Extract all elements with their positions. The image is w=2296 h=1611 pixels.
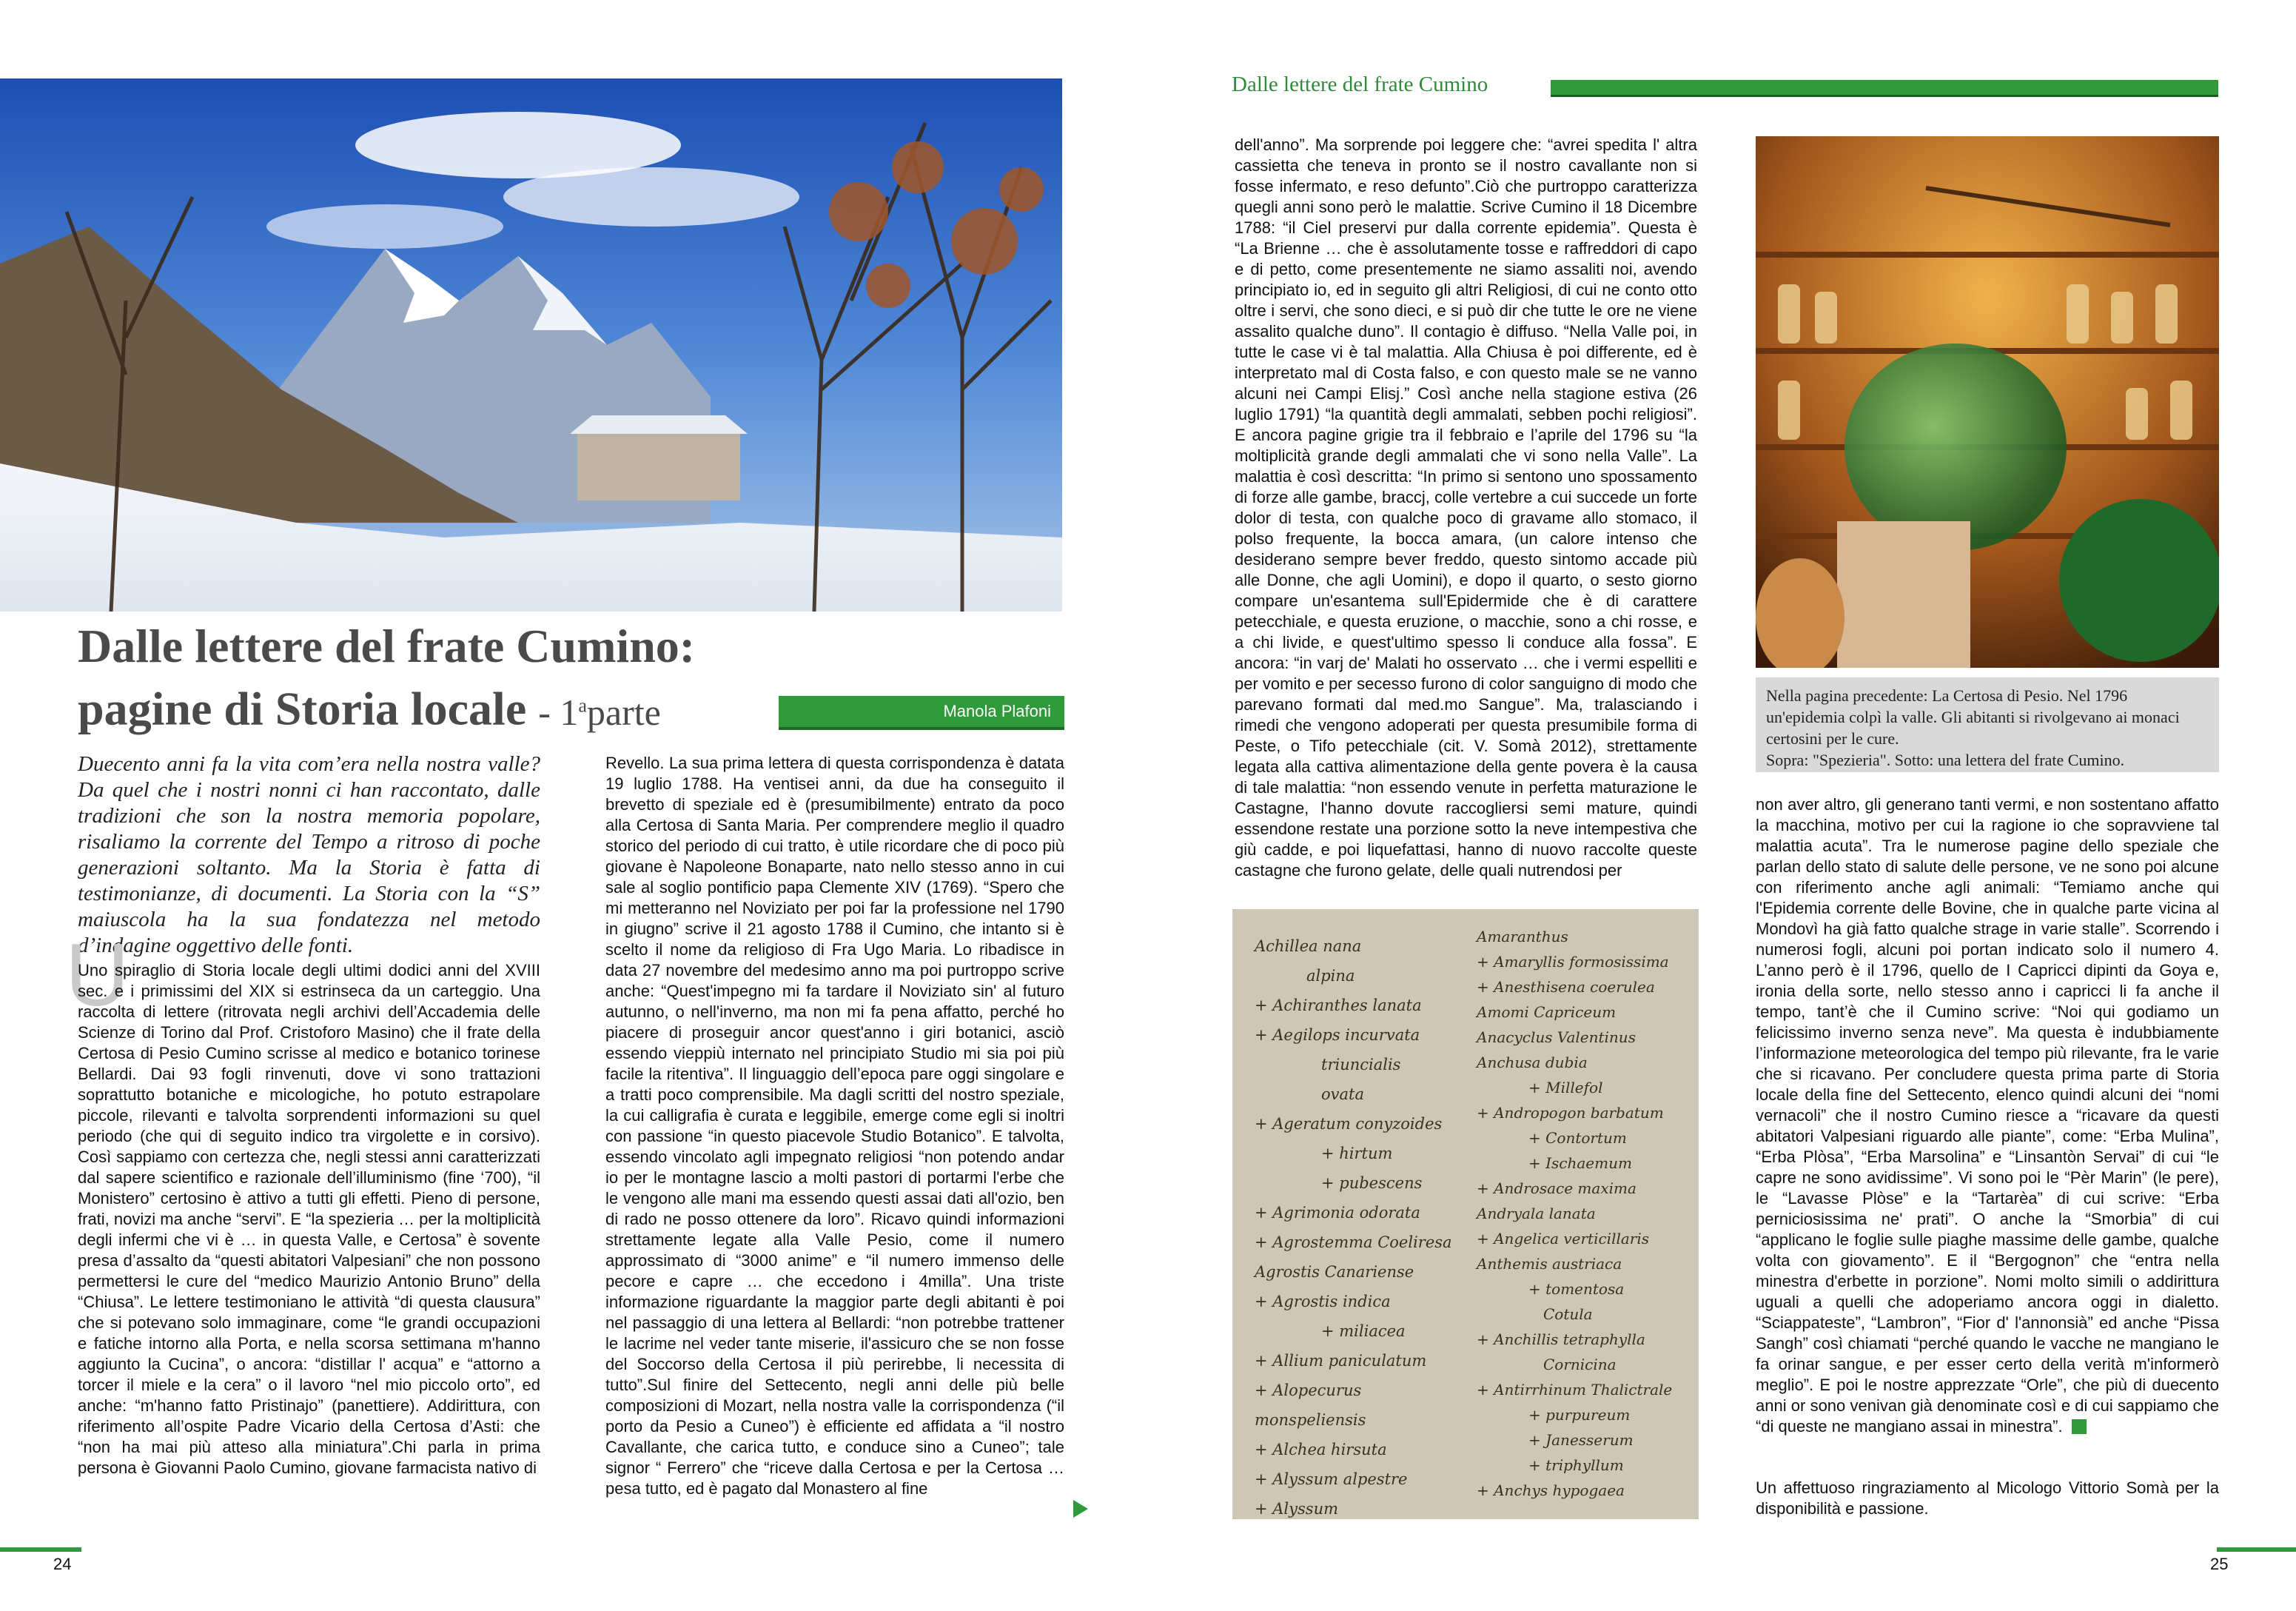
spezieria-photo	[1756, 136, 2219, 668]
drop-cap: U	[65, 925, 130, 1025]
article-intro: Duecento anni fa la vita com’era nella nostra valle? Da quel che i nostri nonni ci han raccontato, dalle tradizioni che son la nostra memoria popolare, risaliamo la corrente del Tempo a ritroso di poche generazioni soltanto. Ma la Storia è fatta di testimonianze, di documenti. La Storia con la “S” maiuscola ha la sua fondatezza nel metodo d’indagine oggettivo delle fonti.	[78, 752, 540, 957]
page-number-right: 25	[2210, 1555, 2229, 1573]
continue-arrow-icon	[1073, 1500, 1088, 1518]
article-title-main: pagine di Storia locale	[78, 682, 527, 735]
manuscript-left-column: Achillea nana alpina + Achiranthes lanata + Aegilops incurvata triuncialis ovata + Ageratum conyzoides + hirtum + pubescens + Agrimonia odorata + Agrostemma Coeliresa Agrostis Canariense + Agrostis indica + miliacea + Allium paniculatum + Alopecurus monspeliensis + Alchea hirsuta + Alyssum alpestre + Alyssum	[1255, 937, 1452, 1518]
body-column-1: Uno spiraglio di Storia locale degli ultimi dodici anni del XVIII sec. e i primissimi del XIX si estrinseca da un carteggio. Una raccolta di lettere (ritrovata negli archivi dell’Accademia delle Scienze di Torino dal Prof. Cristoforo Masino) che il frate della Certosa di Pesio Cumino scrisse al medico e botanico torinese Bellardi. Dai 93 fogli rinvenuti, dove vi sono trattazioni soprattutto botaniche e micologiche, ho potuto estrapolare piccole, rilevanti e talvolta sorprendenti informazioni su quel periodo (che qui di seguito indico tra virgolette e in corsivo). Così sappiamo con certezza che, negli stessi anni caratterizzati dal sapere scientifico e razionale dell’illuminismo (fine ‘700), “il Monistero” certosino è attivo a tutti gli effetti. Pieno di persone, frati, novizi ma anche “servi”. E “la spezieria … per la moltiplicità degli infermi che vi è … in questa Valle, e Certosa” è sovente presa d’assalto da “questi abitatori Valpesiani” che non possono permettersi le cure del “medico Maurizio Antonio Bruno” della “Chiusa”. Le lettere testimoniano le attività “di questa clausura” che si potevano solo immaginare, come “le grandi occupazioni e fatiche intorno alla Porta, e nella scorsa settimana m'hanno aggiunto la Cucina”, o ancora: “distillar l' acqua” e “attorno a torcer il miele e la cera” o il lavoro “nel mio piccolo orto”, ed anche: “m'hanno fatto Pristinajo” (panettiere). Addirittura, con riferimento all’ospite Padre Vicario della Certosa d’Asti: che “non ha mai più atteso alla miniatura”.Chi parla in prima persona è Giovanni Paolo Cumino, giovane farmacista nativo di	[78, 961, 540, 1477]
page-number-bar-right	[2217, 1547, 2296, 1552]
article-title-line1: Dalle lettere del frate Cumino:	[78, 620, 696, 672]
manuscript-right-column: Amaranthus + Amaryllis formosissima + Anesthisena coerulea Amomi Capriceum Anacyclus Valentinus Anchusa dubia + Millefol + Andropogon barbatum + Contortum + Ischaemum + Androsace maxima Andryala lanata + Angelica verticillaris Anthemis austriaca + tomentosa Cotula + Anchillis tetraphylla Cornicina + Antirrhinum Thalictrale + purpureum + Janesserum + triphyllum + Anchys hypogaea	[1477, 928, 1673, 1499]
end-mark-icon	[2072, 1419, 2087, 1434]
manuscript-letter-image	[1232, 909, 1699, 1519]
body-column-2: Revello. La sua prima lettera di questa corrispondenza è datata 19 luglio 1788. Ha ventisei anni, da due ha conseguito il brevetto di speziale ed è (presumibilmente) entrato da poco alla Certosa di Santa Maria. Per comprendere meglio il quadro storico del periodo di cui tratto, è utile ricordare che di poco più giovane è Napoleone Bonaparte, nato nello stesso anno in cui sale al soglio pontificio papa Clemente XIV (1769). “Spero che mi metteranno nel Noviziato per poi far la professione nel 1790 in giugno” scrive il 21 agosto 1788 il Cumino, che intanto si è scelto il nome da religioso di Fra Ugo Maria. Lo ribadisce in data 27 novembre del medesimo anno ma poi purtroppo scrive anche: “Quest'impegno mi fa tardare il Noviziato sin' al futuro autunno, o nell'inverno, ma non mi fa pena affatto, perché ho piacere di proseguir ancor quest'anno i giri botanici, asciò essendo vieppiù internato nel principiato Studio mi sia poi più facile la ritentiva”. Il linguaggio dell’epoca pare oggi singolare e a tratti poco comprensibile. Ma dagli scritti del nostro speziale, la cui calligrafia è curata e leggibile, emerge come egli si inoltri con passione “in questo piacevole Studio Botanico”. E talvolta, essendo vincolato agli impegnato religiosi “non potendo andar io per le montagne lascio a molti pastori di portarmi l'erbe che le vengono alle mani ma essendo questi assai dati all'ozio, ben di rado ne posso ottenere da loro”. Ricavo quindi informazioni strettamente legate alla Valle Pesio, come il numero approssimato di “3000 anime” e “il numero immenso delle pecore e capre … che eccedono i 4milla”. Una triste informazione riguardante la maggior parte degli abitanti è poi nel passaggio di una lettera al Bellardi: “non potrebbe trattener le lacrime nel veder tante miserie, il'assicuro che se non fosse del Soccorso della Certosa il più perirebbe, li necessita di tutto”.Sul finire del Settecento, negli anni delle più belle composizioni di Mozart, nella nostra valle la corrispondenza (“il porto da Pesio a Cuneo”) è efficiente ed affidata a “il nostro Cavallante, che carica tutto, e conduce sino a Cuneo”; tale signor “ Ferrero” che “riceve dalla Certosa e per la Certosa … pesa tutto, ed è pagato dal Monastero al fine	[605, 754, 1064, 1498]
caption-line2: Sopra: "Spezieria". Sotto: una lettera del frate Cumino.	[1766, 751, 2125, 769]
winter-valley-photo	[0, 78, 1062, 612]
author-badge: Manola Plafoni	[779, 696, 1064, 730]
body-column-4-text: non aver altro, gli generano tanti vermi, e non sostentano affatto la macchina, motivo per cui la ragione io che sopravviene tal malattia acuta”. Tra le numerose pagine dello speziale che parlan dello stato di salute delle persone, ve ne sono poi alcune con riferimento anche agli animali: “Temiamo anche qui l'Epidemia corrente delle Bovine, che in qualche parte vicina al Mondovì ha già fatto qualche strage in varie stalle”. Scorrendo i numerosi fogli, alcuni poi portan indicato solo il numero 4. L’anno però è il 1796, quello de I Capricci dipinti da Goya e, ironia della sorte, nello stesso anno i capricci li fa anche il tempo, tant’è che il Cumino scrive: “Noi qui godiamo un felicissimo inverno senza neve”. Ma questa è indubbiamente l’informazione meteorologica del tempo più rilevante, fra le varie che si ricavano. Per concludere questa prima parte di Storia locale della fine del Settecento, elenco quindi alcuni dei “nomi vernacoli” che il nostro Cumino riesce a “ricavare da questi abitatori Valpesiani riguardo alle piante”, come: “Erba Mulina”, “Erba Plòsa”, “Erba Marsolina” e “Linsantòn Servai” di cui “le capre ne sono avidissime”. Vi sono poi le “Pèr Marin” (le pere), le “Lavasse Plòse” e la “Tartarèa” di cui scrive: “Erba perniciosissima ne' prati”. O anche la “Smorbia” di cui “applicano le foglie sulle piaghe massime delle gambe, qualche volta con giovamento”. E il “Bergognon” che “entra nella minestra d'erbette in porzione”. Nomi molto simili o addirittura uguali a quelli che adoperiamo ancora oggi in dialetto. “Sciappateste”, “Lambron”, “Fior d' l'annonsià” ed anche “Pissa Sangh” così chiamati “perché quando le vacche ne mangiano le fa orinar sangue, e per esser certo della verità m'informerò meglio”. E poi le nostre apprezzate “Orle”, che più di duecento anni or sono venivan già denominate così e di cui sappiamo che “di queste ne mangiano assai in minestra”.	[1756, 795, 2219, 1436]
running-header: Dalle lettere del frate Cumino	[1232, 73, 1488, 96]
header-bar	[1551, 80, 2218, 97]
article-title-line2	[78, 677, 661, 740]
acknowledgement: Un affettuoso ringraziamento al Micologo Vittorio Somà per la disponibilità e passione.	[1756, 1478, 2219, 1518]
photo-caption	[1756, 677, 2219, 772]
body-column-3: dell'anno”. Ma sorprende poi leggere che: “avrei spedita l' altra cassietta che teneva in pronto se il nostro cavallante non si fosse infermato, e reso defunto”.Ciò che purtroppo caratterizza quegli anni sono però le malattie. Scrive Cumino il 18 Dicembre 1788: “il Ciel preservi pur dalla corrente epidemia”. Questa è “La Brienne … che è assolutamente tosse e raffreddori di capo e di petto, come presentemente ne siamo assaliti noi, avendo principiato io, ed in seguito gli altri Religiosi, di cui ne conto otto oltre i servi, che sono dieci, e si può dir che tutte le ore ne viene assalito qualche duno”. Il contagio è diffuso. “Nella Valle poi, in tutte le case vi è tal malattia. Alla Chiusa è poi differente, ed è interpretato mal di Costa falso, e con questo male se ne vanno alcuni nei Campi Elisj.” Così anche nella stagione estiva (26 luglio 1791) “la quantità degli ammalati, sebben pochi religiosi”. E ancora pagine grigie tra il febbraio e l’aprile del 1796 su “la moltiplicità grande degli ammalati che vi sono nella Valle”. La malattia è così descritta: “In primo si sentono uno spossamento di forze alle gambe, braccj, colle vertebre a cui succede un forte dolor di testa, con qualche poco di gravame allo stomaco, il polso frequente, la bocca amara, (un calore intenso che desiderano sempre bever freddo, questo sintomo accade più alle Donne, che agli Uomini), e dopo il quarto, o sesto giorno compare un'esantema sull'Epidermide che è di carattere petecchiale, e questa eruzione, o macchie, sono a chi rosse, e a chi livide, e quest'ultimo spesso li conduce alla fossa”. E ancora: “in varj de' Malati ho osservato … che i vermi espelliti e per vomito e per secesso furono di color sanguigno di modo che parevano formati dal med.mo Sangue”. Ma, tralasciando i rimedi che vengono adoperati per questa presumibile forma di Peste, o Tifo petecchiale (cit. V. Somà 2012), strettamente legata alla cattiva alimentazione della gente povera è la causa di tale malattia: “non essendo venute in perfetta maturazione le Castagne, l'hanno dovute raccogliersi semi mature, quindi essendone restate una porzione sotto la neve intempestiva che giù cadde, e poi liquefattasi, hanno di nuovo raccolte queste castagne che furono gelate, delle quali nutrendosi per	[1235, 135, 1697, 880]
page-number-bar-left	[0, 1547, 81, 1552]
caption-line1: Nella pagina precedente: La Certosa di Pesio. Nel 1796 un'epidemia colpì la valle. Gli abitanti si rivolgevano ai monaci certosini per le cure.	[1766, 686, 2180, 748]
page-number-left: 24	[53, 1555, 72, 1573]
article-title-part: - 1$^a$parte	[538, 691, 661, 733]
body-column-4	[1756, 794, 2219, 1437]
